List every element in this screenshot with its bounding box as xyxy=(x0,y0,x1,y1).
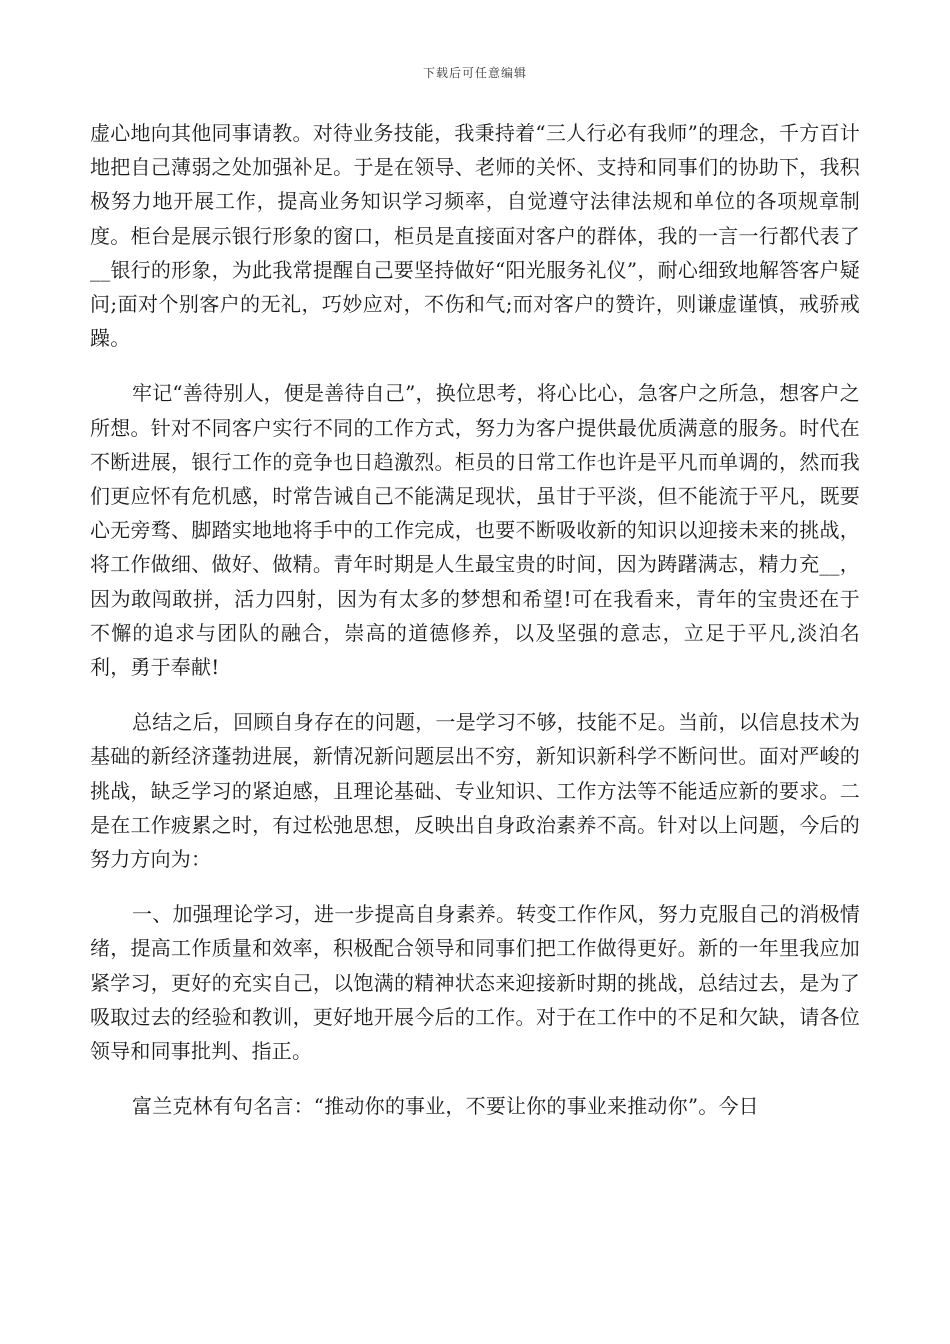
paragraph-4: 一、加强理论学习，进一步提高自身素养。转变工作作风，努力克服自己的消极情绪，提高工作质量和效率，积极配合领导和同事们把工作做得更好。新的一年里我应加紧学习，更好的充实自己，以饱满的精神状态来迎接新时期的挑战，总结过去，是为了吸取过去的经验和教训，更好地开展今后的工作。对于在工作中的不足和欠缺，请各位领导和同事批判、指正。 xyxy=(90,902,860,1064)
paragraph-1: 虚心地向其他同事请教。对待业务技能，我秉持着“三人行必有我师”的理念，千方百计地把自己薄弱之处加强补足。于是在领导、老师的关怀、支持和同事们的协助下，我积极努力地开展工作，提高业务知识学习频率，自觉遵守法律法规和单位的各项规章制度。柜台是展示银行形象的窗口，柜员是直接面对客户的群体，我的一言一行都代表了__银行的形象，为此我常提醒自己要坚持做好“阳光服务礼仪”，耐心细致地解答客户疑问;面对个别客户的无礼，巧妙应对，不伤和气;而对客户的赞许，则谦虚谨慎，戒骄戒躁。 xyxy=(90,121,860,351)
paragraph-2: 牢记“善待别人，便是善待自己”，换位思考，将心比心，急客户之所急，想客户之所想。针对不同客户实行不同的工作方式，努力为客户提供最优质满意的服务。时代在不断进展，银行工作的竞争也日趋激烈。柜员的日常工作也许是平凡而单调的，然而我们更应怀有危机感，时常告诫自己不能满足现状，虽甘于平淡，但不能流于平凡，既要心无旁骛、脚踏实地地将手中的工作完成，也要不断吸收新的知识以迎接未来的挑战，将工作做细、做好、做精。青年时期是人生最宝贵的时间，因为踌躇满志，精力充__，因为敢闯敢拼，活力四射，因为有太多的梦想和希望!可在我看来，青年的宝贵还在于不懈的追求与团队的融合，崇高的道德修养，以及坚强的意志，立足于平凡,淡泊名利，勇于奉献! xyxy=(90,381,860,680)
paragraph-3: 总结之后，回顾自身存在的问题，一是学习不够，技能不足。当前，以信息技术为基础的新经济蓬勃进展，新情况新问题层出不穷，新知识新科学不断问世。面对严峻的挑战，缺乏学习的紧迫感，且理论基础、专业知识、工作方法等不能适应新的要求。二是在工作疲累之时，有过松弛思想，反映出自身政治素养不高。针对以上问题，今后的努力方向为： xyxy=(90,710,860,872)
page-header-note: 下载后可任意编辑 xyxy=(422,66,527,80)
document-body xyxy=(90,116,860,1123)
paragraph-5: 富兰克林有句名言：“推动你的事业，不要让你的事业来推动你”。今日 xyxy=(132,1094,759,1119)
